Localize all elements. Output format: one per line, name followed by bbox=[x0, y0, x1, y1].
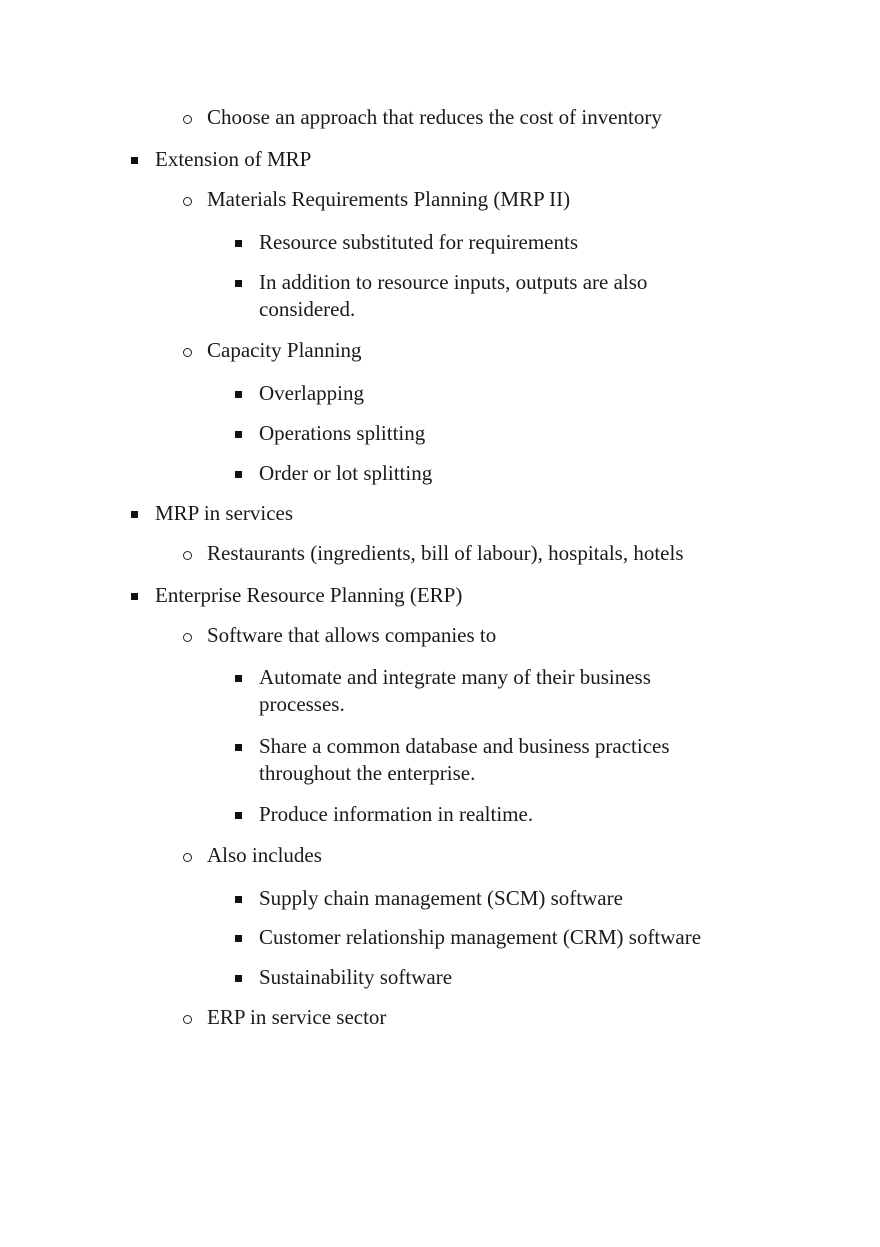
list-item-text: Customer relationship management (CRM) software bbox=[259, 925, 702, 949]
bullet-circle-icon bbox=[183, 348, 192, 357]
list-item-text: Overlapping bbox=[259, 381, 364, 405]
list-item-text: ERP in service sector bbox=[207, 1005, 387, 1029]
bullet-square-icon bbox=[235, 240, 242, 247]
list-item-text: Materials Requirements Planning (MRP II) bbox=[207, 187, 571, 211]
bullet-circle-icon bbox=[183, 853, 192, 862]
list-item-text: Produce information in realtime. bbox=[259, 802, 534, 826]
list-item-text: In addition to resource inputs, outputs are also bbox=[259, 270, 648, 294]
bullet-square-icon bbox=[235, 935, 242, 942]
bullet-square-icon bbox=[131, 511, 138, 518]
bullet-square-icon bbox=[235, 975, 242, 982]
list-item-text: Supply chain management (SCM) software bbox=[259, 886, 623, 910]
list-item-text: MRP in services bbox=[155, 501, 294, 525]
list-item-continuation: considered. bbox=[259, 297, 356, 321]
bullet-square-icon bbox=[235, 431, 242, 438]
bullet-circle-icon bbox=[183, 551, 192, 560]
list-item-text: Also includes bbox=[207, 843, 322, 867]
list-item-text: Share a common database and business practices bbox=[259, 734, 670, 758]
bullet-circle-icon bbox=[183, 197, 192, 206]
list-item-text: Extension of MRP bbox=[155, 147, 312, 171]
bullet-square-icon bbox=[235, 391, 242, 398]
bullet-square-icon bbox=[235, 812, 242, 819]
bullet-square-icon bbox=[131, 157, 138, 164]
list-item-continuation: processes. bbox=[259, 692, 345, 716]
bullet-square-icon bbox=[235, 280, 242, 287]
list-item-text: Operations splitting bbox=[259, 421, 426, 445]
list-item-text: Resource substituted for requirements bbox=[259, 230, 578, 254]
list-item-text: Enterprise Resource Planning (ERP) bbox=[155, 583, 463, 607]
list-item-text: Software that allows companies to bbox=[207, 623, 497, 647]
bullet-square-icon bbox=[235, 744, 242, 751]
list-item-text: Choose an approach that reduces the cost of inventory bbox=[207, 105, 662, 129]
list-item-text: Order or lot splitting bbox=[259, 461, 433, 485]
bullet-square-icon bbox=[235, 471, 242, 478]
list-item-text: Capacity Planning bbox=[207, 338, 362, 362]
list-item-text: Automate and integrate many of their business bbox=[259, 665, 651, 689]
list-item-text: Sustainability software bbox=[259, 965, 453, 989]
bullet-square-icon bbox=[235, 675, 242, 682]
list-item-text: Restaurants (ingredients, bill of labour), hospitals, hotels bbox=[207, 541, 684, 565]
list-item-continuation: throughout the enterprise. bbox=[259, 761, 476, 785]
bullet-square-icon bbox=[235, 896, 242, 903]
bullet-circle-icon bbox=[183, 633, 192, 642]
bullet-square-icon bbox=[131, 593, 138, 600]
bullet-circle-icon bbox=[183, 1015, 192, 1024]
bullet-circle-icon bbox=[183, 115, 192, 124]
